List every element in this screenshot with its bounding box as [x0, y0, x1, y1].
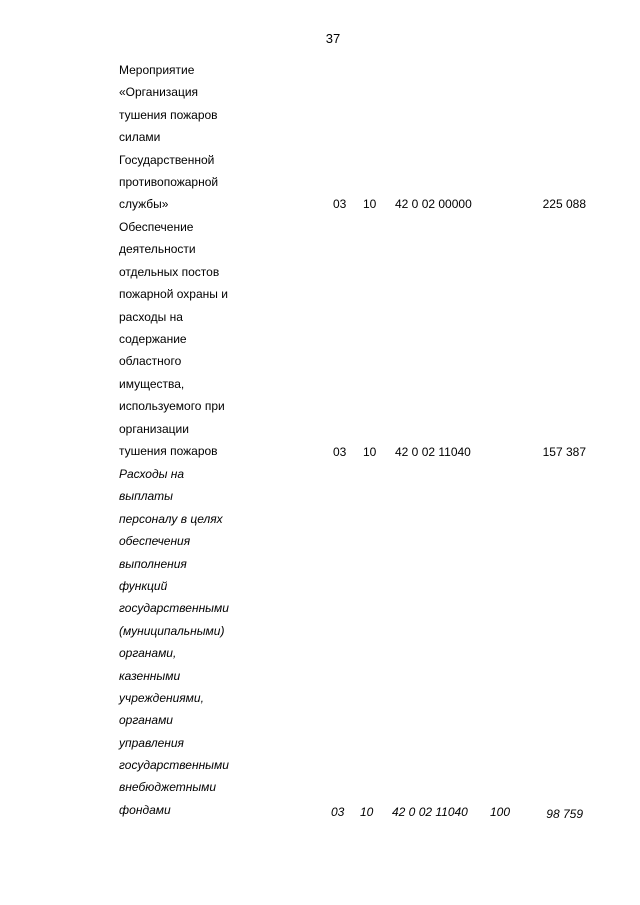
- row-name-line: расходы на: [119, 309, 183, 324]
- subsection-code: 10: [363, 197, 377, 211]
- section-code: 03: [333, 445, 347, 459]
- row-name-line: Государственной: [119, 152, 215, 167]
- row-name-line: областного: [119, 354, 182, 369]
- row-name-line: выплаты: [119, 489, 173, 504]
- row-name-line: органами,: [119, 646, 177, 661]
- row-name-line: обеспечения: [119, 534, 191, 549]
- target-article-code: 42 0 02 11040: [392, 805, 468, 819]
- row-name-line: государственными: [119, 601, 229, 616]
- row-name-line: деятельности: [119, 242, 196, 257]
- target-article-code: 42 0 02 11040: [395, 445, 471, 459]
- row-name-line: силами: [119, 130, 161, 145]
- row-name-line: фондами: [119, 802, 171, 817]
- row-name-line: отдельных постов: [119, 264, 220, 279]
- section-code: 03: [333, 197, 347, 211]
- subsection-code: 10: [360, 805, 374, 819]
- row-name-line: организации: [119, 421, 189, 436]
- row-name-line: тушения пожаров: [119, 443, 218, 458]
- page-number: 37: [325, 31, 341, 46]
- row-name-line: Мероприятие: [119, 63, 195, 77]
- row-name: [119, 219, 289, 465]
- row-name-line: функций: [119, 578, 168, 593]
- section-code: 03: [331, 805, 345, 819]
- budget-row-personnel-payments: [0, 466, 640, 826]
- row-name-line: используемого при: [119, 399, 225, 414]
- row-name-line: Обеспечение: [119, 220, 194, 234]
- row-name-line: персоналу в целях: [119, 511, 223, 526]
- amount: 98 759: [546, 807, 583, 821]
- row-name-line: казенными: [119, 668, 181, 683]
- row-name-line: содержание: [119, 331, 187, 346]
- row-name-line: пожарной охраны и: [119, 287, 228, 302]
- row-name: [119, 466, 289, 824]
- budget-row-measure-firefighting: [0, 62, 640, 222]
- row-name-line: службы»: [119, 197, 169, 212]
- row-name-line: государственными: [119, 758, 229, 773]
- budget-row-fire-posts: [0, 219, 640, 469]
- expense-type-code: 100: [490, 805, 511, 819]
- row-name-line: выполнения: [119, 556, 187, 571]
- row-name-line: управления: [119, 735, 184, 750]
- row-name-line: противопожарной: [119, 174, 219, 189]
- row-name-line: Расходы на: [119, 467, 185, 481]
- row-name-line: «Организация: [119, 85, 199, 100]
- row-name-line: внебюджетными: [119, 780, 217, 795]
- row-name-line: органами: [119, 713, 173, 728]
- target-article-code: 42 0 02 00000: [395, 197, 472, 211]
- row-name-line: тушения пожаров: [119, 107, 218, 122]
- amount: 225 088: [542, 197, 586, 211]
- row-name-line: (муниципальными): [119, 623, 225, 638]
- row-name-line: имущества,: [119, 376, 185, 391]
- subsection-code: 10: [363, 445, 377, 459]
- amount: 157 387: [542, 445, 586, 459]
- row-name: [119, 62, 289, 219]
- row-name-line: учреждениями,: [119, 690, 204, 705]
